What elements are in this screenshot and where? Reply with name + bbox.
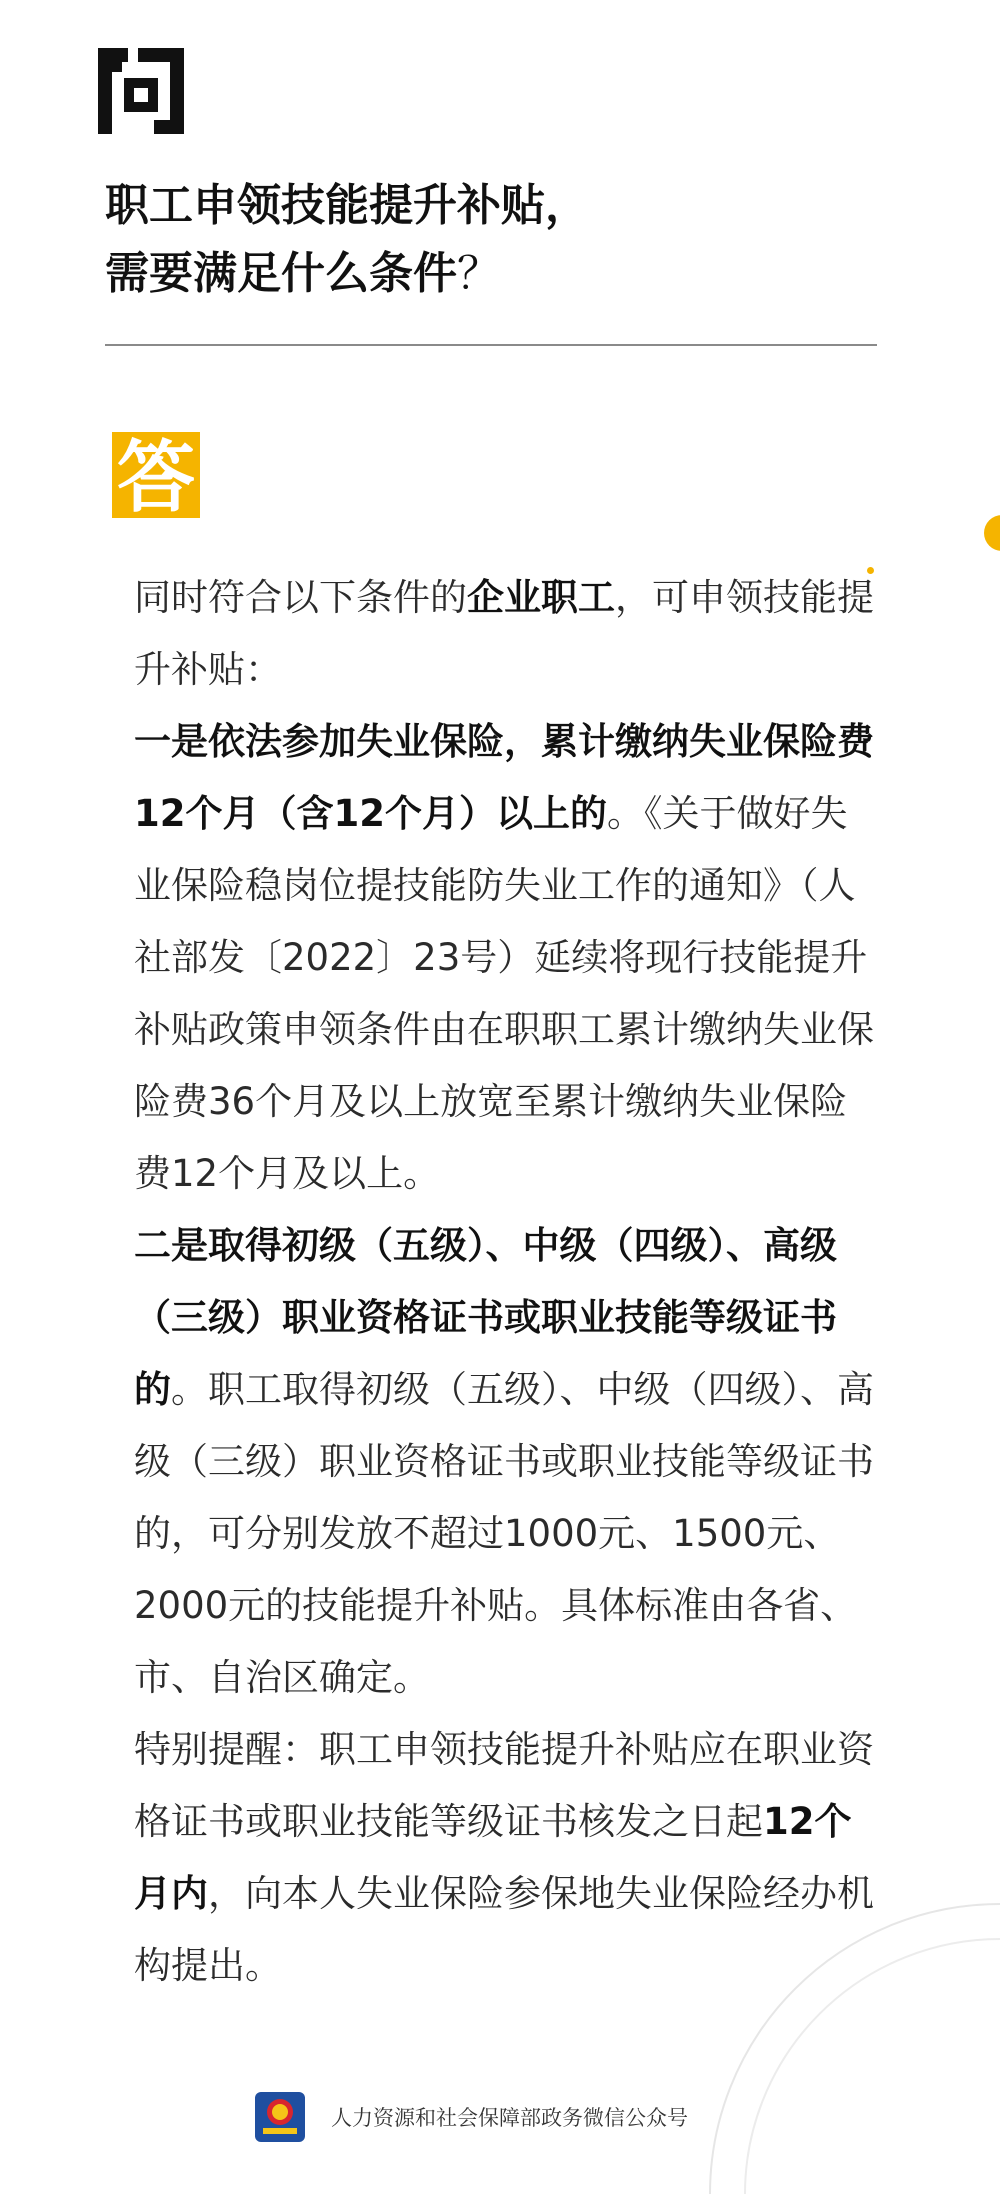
note-bold: 12个月内 <box>134 1800 852 1915</box>
intro-text-b: ，可申领技能提升补贴： <box>134 576 874 691</box>
answer-intro <box>134 562 879 706</box>
condition-2 <box>134 1210 879 1714</box>
condition-1 <box>134 706 879 1210</box>
wen-question-icon <box>98 48 184 134</box>
footer <box>255 2092 688 2142</box>
da-char: 答 <box>116 433 196 518</box>
intro-text-a: 同时符合以下条件的 <box>134 576 467 619</box>
footer-text: 人力资源和社会保障部政务微信公众号 <box>331 2106 688 2130</box>
national-emblem-icon <box>255 2092 305 2142</box>
condition-1-text: 。《关于做好失业保险稳岗位提技能防失业工作的通知》（人社部发〔2022〕23号）延续将现行技能提升补贴政策申领条件由在职职工累计缴纳失业保险费36个月及以上放宽至累计缴纳失业保险费12个月及以上。 <box>134 792 874 1195</box>
condition-2-text: 。职工取得初级（五级）、中级（四级）、高级（三级）职业资格证书或职业技能等级证书的，可分别发放不超过1000元、1500元、2000元的技能提升补贴。具体标准由各省、市、自治区确定。 <box>134 1368 874 1699</box>
intro-bold: 企业职工 <box>467 576 615 619</box>
decorative-rings <box>700 1850 1000 2194</box>
condition-1-heading: 一是依法参加失业保险，累计缴纳失业保险费12个月（含12个月）以上的 <box>134 720 874 835</box>
answer-body <box>134 562 879 2002</box>
divider <box>105 344 877 346</box>
question-line-1: 职工申领技能提升补贴， <box>105 180 589 231</box>
note-text-b: ，向本人失业保险参保地失业保险经办机构提出。 <box>134 1872 874 1987</box>
da-answer-icon <box>112 432 200 518</box>
decorative-dot <box>984 515 1000 551</box>
note-text-a: 特别提醒：职工申领技能提升补贴应在职业资格证书或职业技能等级证书核发之日起 <box>134 1728 874 1843</box>
condition-2-heading: 二是取得初级（五级）、中级（四级）、高级（三级）职业资格证书或职业技能等级证书的 <box>134 1224 837 1411</box>
question-mark: ？ <box>457 248 501 299</box>
question-line-2: 需要满足什么条件 <box>105 248 457 299</box>
question-title <box>105 172 885 308</box>
